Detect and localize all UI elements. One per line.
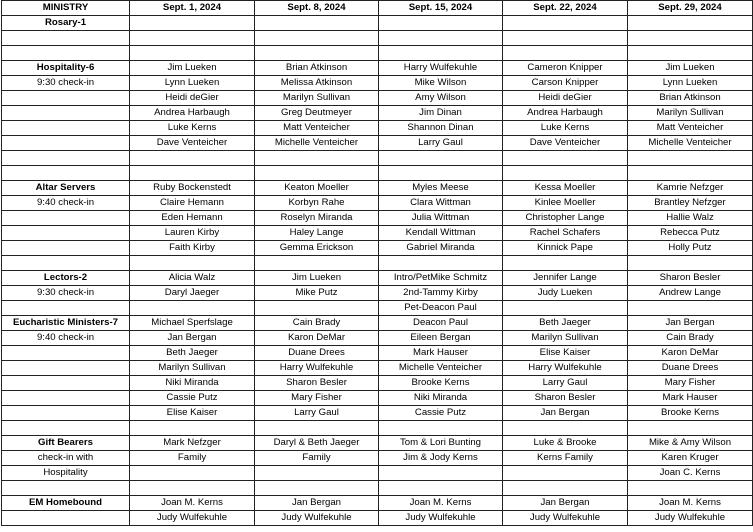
volunteer-cell: [130, 481, 255, 496]
volunteer-cell: [628, 151, 753, 166]
volunteer-cell: [130, 256, 255, 271]
volunteer-cell: [255, 466, 379, 481]
ministry-cell: [2, 391, 130, 406]
volunteer-cell: Jim Lueken: [255, 271, 379, 286]
volunteer-cell: Eileen Bergan: [379, 331, 503, 346]
volunteer-cell: Karon DeMar: [255, 331, 379, 346]
ministry-cell: 9:30 check-in: [2, 286, 130, 301]
header-ministry: MINISTRY: [2, 1, 130, 16]
volunteer-cell: Elise Kaiser: [130, 406, 255, 421]
volunteer-cell: Harry Wulfekuhle: [503, 361, 628, 376]
volunteer-cell: Faith Kirby: [130, 241, 255, 256]
volunteer-cell: [255, 256, 379, 271]
table-row: [2, 76, 753, 91]
volunteer-cell: Luke Kerns: [130, 121, 255, 136]
volunteer-cell: Shannon Dinan: [379, 121, 503, 136]
table-row: [2, 481, 753, 496]
volunteer-cell: Mark Hauser: [628, 391, 753, 406]
volunteer-cell: Ruby Bockenstedt: [130, 181, 255, 196]
table-row: [2, 511, 753, 526]
volunteer-cell: [255, 151, 379, 166]
volunteer-cell: [379, 466, 503, 481]
volunteer-cell: [503, 31, 628, 46]
volunteer-cell: Lynn Lueken: [628, 76, 753, 91]
volunteer-cell: [379, 481, 503, 496]
volunteer-cell: Judy Wulfekuhle: [628, 511, 753, 526]
volunteer-cell: Deacon Paul: [379, 316, 503, 331]
volunteer-cell: Kamrie Nefzger: [628, 181, 753, 196]
volunteer-cell: Beth Jaeger: [503, 316, 628, 331]
volunteer-cell: Mark Nefzger: [130, 436, 255, 451]
volunteer-cell: Michael Sperfslage: [130, 316, 255, 331]
ministry-cell: [2, 211, 130, 226]
volunteer-cell: Michelle Venteicher: [379, 361, 503, 376]
volunteer-cell: [628, 421, 753, 436]
volunteer-cell: Claire Hemann: [130, 196, 255, 211]
volunteer-cell: Brooke Kerns: [379, 376, 503, 391]
ministry-cell: check-in with: [2, 451, 130, 466]
ministry-cell: [2, 31, 130, 46]
volunteer-cell: [628, 166, 753, 181]
volunteer-cell: Marilyn Sullivan: [130, 361, 255, 376]
volunteer-cell: Andrea Harbaugh: [130, 106, 255, 121]
volunteer-cell: Andrew Lange: [628, 286, 753, 301]
volunteer-cell: Cain Brady: [255, 316, 379, 331]
header-date-sept-1: Sept. 1, 2024: [130, 1, 255, 16]
table-row: [2, 466, 753, 481]
volunteer-cell: [255, 421, 379, 436]
volunteer-cell: Mark Hauser: [379, 346, 503, 361]
volunteer-cell: Brian Atkinson: [255, 61, 379, 76]
volunteer-cell: Jan Bergan: [503, 496, 628, 511]
table-row: [2, 166, 753, 181]
ministry-schedule-table: [1, 0, 753, 526]
table-row: [2, 106, 753, 121]
volunteer-cell: [130, 301, 255, 316]
volunteer-cell: Jim Dinan: [379, 106, 503, 121]
volunteer-cell: Harry Wulfekuhle: [255, 361, 379, 376]
ministry-cell: Hospitality-6: [2, 61, 130, 76]
volunteer-cell: Joan M. Kerns: [379, 496, 503, 511]
ministry-cell: [2, 421, 130, 436]
volunteer-cell: [379, 256, 503, 271]
volunteer-cell: Pet-Deacon Paul: [379, 301, 503, 316]
volunteer-cell: Clara Wittman: [379, 196, 503, 211]
table-row: [2, 406, 753, 421]
table-row: [2, 121, 753, 136]
volunteer-cell: [503, 421, 628, 436]
table-row: [2, 226, 753, 241]
volunteer-cell: Gabriel Miranda: [379, 241, 503, 256]
table-row: [2, 496, 753, 511]
volunteer-cell: Michelle Venteicher: [628, 136, 753, 151]
table-row: [2, 16, 753, 31]
volunteer-cell: Marilyn Sullivan: [503, 331, 628, 346]
volunteer-cell: [628, 481, 753, 496]
volunteer-cell: Matt Venteicher: [255, 121, 379, 136]
volunteer-cell: Roselyn Miranda: [255, 211, 379, 226]
header-date-sept-8: Sept. 8, 2024: [255, 1, 379, 16]
volunteer-cell: Michelle Venteicher: [255, 136, 379, 151]
ministry-cell: Lectors-2: [2, 271, 130, 286]
table-row: [2, 451, 753, 466]
volunteer-cell: Mary Fisher: [255, 391, 379, 406]
volunteer-cell: Brantley Nefzger: [628, 196, 753, 211]
volunteer-cell: Family: [255, 451, 379, 466]
table-row: [2, 136, 753, 151]
ministry-cell: Rosary-1: [2, 16, 130, 31]
volunteer-cell: [130, 421, 255, 436]
ministry-cell: [2, 346, 130, 361]
volunteer-cell: [130, 46, 255, 61]
volunteer-cell: Daryl & Beth Jaeger: [255, 436, 379, 451]
header-date-sept-29: Sept. 29, 2024: [628, 1, 753, 16]
volunteer-cell: [255, 301, 379, 316]
table-row: [2, 91, 753, 106]
volunteer-cell: Melissa Atkinson: [255, 76, 379, 91]
volunteer-cell: [379, 16, 503, 31]
volunteer-cell: Jim & Jody Kerns: [379, 451, 503, 466]
volunteer-cell: Lauren Kirby: [130, 226, 255, 241]
ministry-cell: [2, 406, 130, 421]
volunteer-cell: Cassie Putz: [379, 406, 503, 421]
volunteer-cell: Alicia Walz: [130, 271, 255, 286]
volunteer-cell: [503, 256, 628, 271]
ministry-cell: [2, 166, 130, 181]
volunteer-cell: [628, 16, 753, 31]
volunteer-cell: Joan M. Kerns: [628, 496, 753, 511]
ministry-cell: 9:30 check-in: [2, 76, 130, 91]
volunteer-cell: [379, 46, 503, 61]
volunteer-cell: [255, 31, 379, 46]
volunteer-cell: Keaton Moeller: [255, 181, 379, 196]
table-row: [2, 241, 753, 256]
ministry-cell: [2, 481, 130, 496]
table-row: [2, 421, 753, 436]
volunteer-cell: [130, 466, 255, 481]
ministry-cell: [2, 241, 130, 256]
volunteer-cell: Dave Venteicher: [503, 136, 628, 151]
volunteer-cell: Rebecca Putz: [628, 226, 753, 241]
volunteer-cell: Larry Gaul: [503, 376, 628, 391]
volunteer-cell: Mike & Amy Wilson: [628, 436, 753, 451]
table-row: [2, 391, 753, 406]
volunteer-cell: Jan Bergan: [130, 331, 255, 346]
volunteer-cell: Kendall Wittman: [379, 226, 503, 241]
volunteer-cell: [255, 46, 379, 61]
volunteer-cell: Marilyn Sullivan: [628, 106, 753, 121]
table-row: [2, 196, 753, 211]
volunteer-cell: Joan M. Kerns: [130, 496, 255, 511]
volunteer-cell: [255, 481, 379, 496]
volunteer-cell: Sharon Besler: [255, 376, 379, 391]
volunteer-cell: Judy Wulfekuhle: [503, 511, 628, 526]
volunteer-cell: [379, 166, 503, 181]
volunteer-cell: [503, 466, 628, 481]
volunteer-cell: [130, 151, 255, 166]
table-row: [2, 211, 753, 226]
volunteer-cell: [379, 31, 503, 46]
volunteer-cell: [628, 31, 753, 46]
volunteer-cell: Haley Lange: [255, 226, 379, 241]
ministry-cell: 9:40 check-in: [2, 331, 130, 346]
table-row: [2, 361, 753, 376]
volunteer-cell: [255, 16, 379, 31]
ministry-cell: [2, 511, 130, 526]
volunteer-cell: [130, 31, 255, 46]
volunteer-cell: Larry Gaul: [379, 136, 503, 151]
volunteer-cell: Jan Bergan: [503, 406, 628, 421]
volunteer-cell: Jim Lueken: [130, 61, 255, 76]
header-row: [2, 1, 753, 16]
volunteer-cell: Heidi deGier: [503, 91, 628, 106]
volunteer-cell: [130, 16, 255, 31]
ministry-cell: Gift Bearers: [2, 436, 130, 451]
ministry-cell: EM Homebound: [2, 496, 130, 511]
volunteer-cell: Cain Brady: [628, 331, 753, 346]
volunteer-cell: Family: [130, 451, 255, 466]
table-row: [2, 151, 753, 166]
volunteer-cell: Sharon Besler: [628, 271, 753, 286]
volunteer-cell: Joan C. Kerns: [628, 466, 753, 481]
table-row: [2, 436, 753, 451]
volunteer-cell: Judy Wulfekuhle: [255, 511, 379, 526]
volunteer-cell: Kinlee Moeller: [503, 196, 628, 211]
volunteer-cell: Brian Atkinson: [628, 91, 753, 106]
ministry-cell: [2, 46, 130, 61]
volunteer-cell: [255, 166, 379, 181]
volunteer-cell: Niki Miranda: [130, 376, 255, 391]
volunteer-cell: Beth Jaeger: [130, 346, 255, 361]
volunteer-cell: Sharon Besler: [503, 391, 628, 406]
volunteer-cell: [503, 301, 628, 316]
volunteer-cell: Luke Kerns: [503, 121, 628, 136]
volunteer-cell: Andrea Harbaugh: [503, 106, 628, 121]
volunteer-cell: Luke & Brooke: [503, 436, 628, 451]
volunteer-cell: Jan Bergan: [628, 316, 753, 331]
volunteer-cell: Intro/PetMike Schmitz: [379, 271, 503, 286]
volunteer-cell: Carson Knipper: [503, 76, 628, 91]
volunteer-cell: [628, 301, 753, 316]
volunteer-cell: Greg Deutmeyer: [255, 106, 379, 121]
volunteer-cell: Judy Wulfekuhle: [379, 511, 503, 526]
volunteer-cell: Dave Venteicher: [130, 136, 255, 151]
volunteer-cell: Kerns Family: [503, 451, 628, 466]
volunteer-cell: [628, 256, 753, 271]
volunteer-cell: Myles Meese: [379, 181, 503, 196]
volunteer-cell: Hallie Walz: [628, 211, 753, 226]
header-date-sept-15: Sept. 15, 2024: [379, 1, 503, 16]
table-row: [2, 346, 753, 361]
ministry-cell: Hospitality: [2, 466, 130, 481]
volunteer-cell: Amy Wilson: [379, 91, 503, 106]
volunteer-cell: Karen Kruger: [628, 451, 753, 466]
volunteer-cell: Jan Bergan: [255, 496, 379, 511]
volunteer-cell: Matt Venteicher: [628, 121, 753, 136]
volunteer-cell: Kessa Moeller: [503, 181, 628, 196]
table-row: [2, 181, 753, 196]
volunteer-cell: Judy Lueken: [503, 286, 628, 301]
volunteer-cell: Christopher Lange: [503, 211, 628, 226]
volunteer-cell: Jim Lueken: [628, 61, 753, 76]
ministry-cell: [2, 361, 130, 376]
volunteer-cell: Mary Fisher: [628, 376, 753, 391]
volunteer-cell: Holly Putz: [628, 241, 753, 256]
volunteer-cell: Cameron Knipper: [503, 61, 628, 76]
ministry-cell: [2, 91, 130, 106]
ministry-cell: Altar Servers: [2, 181, 130, 196]
table-row: [2, 376, 753, 391]
volunteer-cell: Lynn Lueken: [130, 76, 255, 91]
volunteer-cell: Kinnick Pape: [503, 241, 628, 256]
volunteer-cell: 2nd-Tammy Kirby: [379, 286, 503, 301]
volunteer-cell: Eden Hemann: [130, 211, 255, 226]
volunteer-cell: Marilyn Sullivan: [255, 91, 379, 106]
volunteer-cell: [503, 151, 628, 166]
volunteer-cell: Larry Gaul: [255, 406, 379, 421]
volunteer-cell: [503, 16, 628, 31]
volunteer-cell: Judy Wulfekuhle: [130, 511, 255, 526]
volunteer-cell: Karon DeMar: [628, 346, 753, 361]
table-row: [2, 286, 753, 301]
table-row: [2, 31, 753, 46]
ministry-cell: [2, 151, 130, 166]
volunteer-cell: [503, 481, 628, 496]
table-row: [2, 316, 753, 331]
volunteer-cell: Tom & Lori Bunting: [379, 436, 503, 451]
table-row: [2, 271, 753, 286]
volunteer-cell: Duane Drees: [255, 346, 379, 361]
ministry-cell: [2, 226, 130, 241]
table-row: [2, 61, 753, 76]
volunteer-cell: Jennifer Lange: [503, 271, 628, 286]
table-row: [2, 331, 753, 346]
volunteer-cell: Daryl Jaeger: [130, 286, 255, 301]
volunteer-cell: Heidi deGier: [130, 91, 255, 106]
table-row: [2, 256, 753, 271]
ministry-cell: [2, 376, 130, 391]
volunteer-cell: [379, 421, 503, 436]
table-row: [2, 301, 753, 316]
ministry-cell: [2, 256, 130, 271]
volunteer-cell: Cassie Putz: [130, 391, 255, 406]
volunteer-cell: Julia Wittman: [379, 211, 503, 226]
volunteer-cell: [503, 166, 628, 181]
ministry-cell: Eucharistic Ministers-7: [2, 316, 130, 331]
ministry-cell: [2, 121, 130, 136]
volunteer-cell: Elise Kaiser: [503, 346, 628, 361]
volunteer-cell: Niki Miranda: [379, 391, 503, 406]
volunteer-cell: [628, 46, 753, 61]
ministry-cell: [2, 106, 130, 121]
volunteer-cell: Brooke Kerns: [628, 406, 753, 421]
header-date-sept-22: Sept. 22, 2024: [503, 1, 628, 16]
volunteer-cell: Harry Wulfekuhle: [379, 61, 503, 76]
volunteer-cell: Rachel Schafers: [503, 226, 628, 241]
table-row: [2, 46, 753, 61]
volunteer-cell: Korbyn Rahe: [255, 196, 379, 211]
volunteer-cell: Duane Drees: [628, 361, 753, 376]
ministry-cell: 9:40 check-in: [2, 196, 130, 211]
schedule-body: [2, 16, 753, 526]
volunteer-cell: [130, 166, 255, 181]
volunteer-cell: Gemma Erickson: [255, 241, 379, 256]
volunteer-cell: Mike Putz: [255, 286, 379, 301]
volunteer-cell: Mike Wilson: [379, 76, 503, 91]
ministry-cell: [2, 136, 130, 151]
volunteer-cell: [503, 46, 628, 61]
volunteer-cell: [379, 151, 503, 166]
ministry-cell: [2, 301, 130, 316]
